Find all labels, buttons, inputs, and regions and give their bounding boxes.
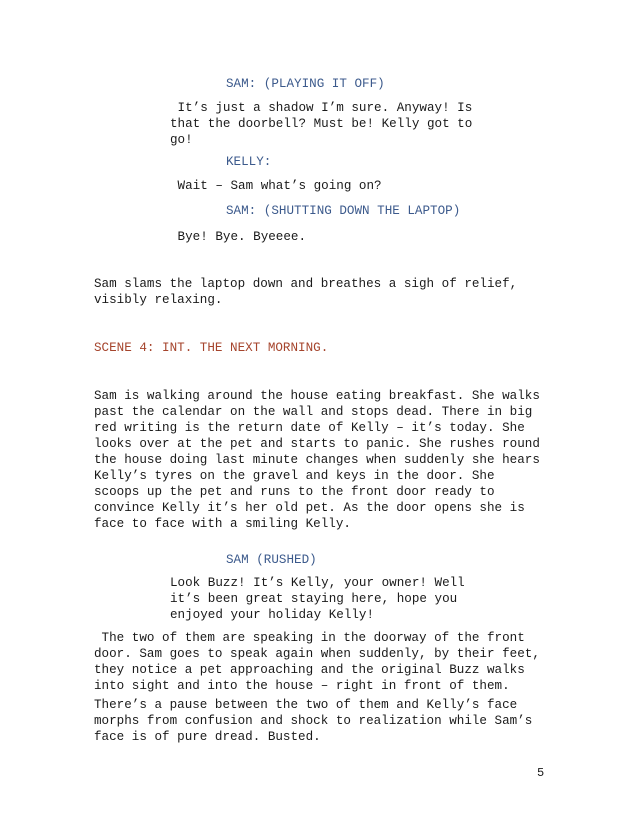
action-breakfast: Sam is walking around the house eating breakfast. She walks past the calendar on the wall and stops dead. There in big red writing is the return date of Kelly – it’s today. She looks over at the pet and starts to panic. She rushes round the house doing last minute changes when suddenly she hears Kelly’s tyres on the gravel and keys in the door. She scoops up the pet and runs to the front door ready to convince Kelly it’s her old pet. As the door opens she is face to face with a smiling Kelly. (94, 389, 540, 531)
action-laptop-slam: Sam slams the laptop down and breathes a sigh of relief, visibly relaxing. (94, 277, 518, 307)
dialogue-sam-bye: Bye! Bye. Byeeee. (170, 230, 307, 244)
scene-heading-4: SCENE 4: INT. THE NEXT MORNING. (94, 341, 329, 355)
dialogue-sam-look-buzz: Look Buzz! It’s Kelly, your owner! Well it’s been great staying here, hope you enjoyed your holiday Kelly! (170, 576, 465, 622)
character-cue-kelly: KELLY: (226, 155, 272, 169)
dialogue-kelly-wait: Wait – Sam what’s going on? (170, 179, 382, 193)
action-busted: There’s a pause between the two of them and Kelly’s face morphs from confusion and shock to realization while Sam’s face is of pure dread. Busted. (94, 698, 533, 744)
character-cue-sam-shutting-down: SAM: (SHUTTING DOWN THE LAPTOP) (226, 204, 461, 218)
dialogue-sam-shadow: It’s just a shadow I’m sure. Anyway! Is that the doorbell? Must be! Kelly got to go! (170, 101, 473, 147)
character-cue-sam-rushed: SAM (RUSHED) (226, 553, 317, 567)
action-doorway: The two of them are speaking in the doorway of the front door. Sam goes to speak again when suddenly, by their feet, they notice a pet approaching and the original Buzz walks into sight and into the house – right in front of them. (94, 631, 540, 693)
page-number: 5 (537, 766, 545, 780)
character-cue-sam-playing-it-off: SAM: (PLAYING IT OFF) (226, 77, 385, 91)
